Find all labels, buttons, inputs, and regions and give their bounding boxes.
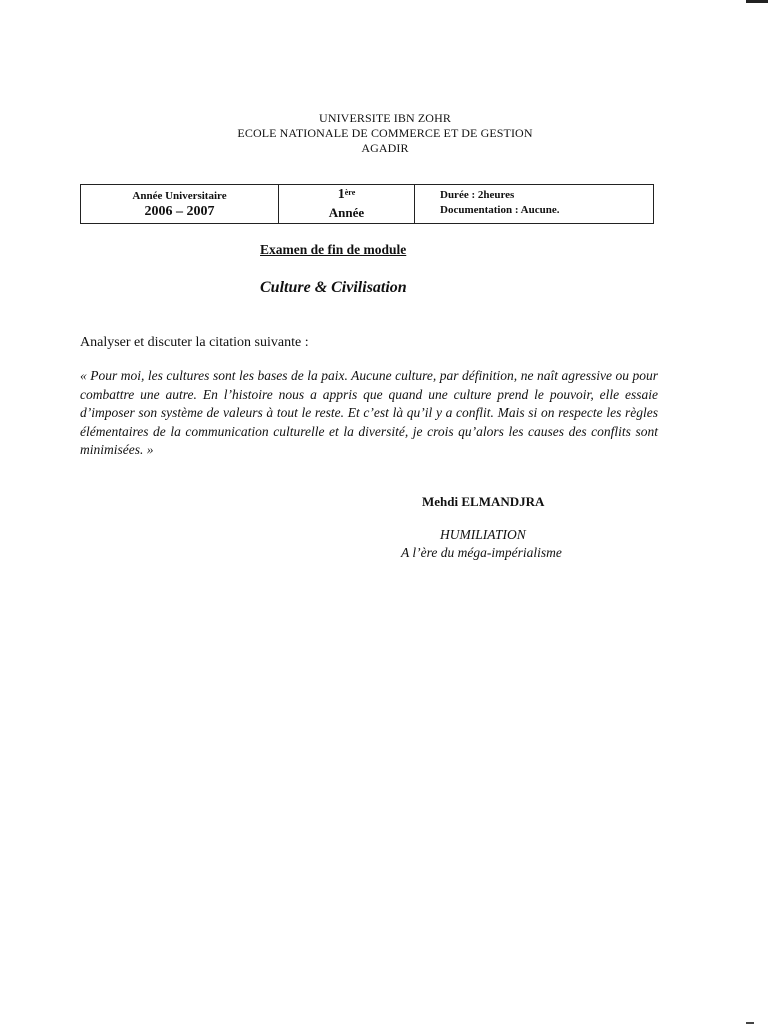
exam-title: Examen de fin de module [260,242,407,257]
exam-duration: Durée : 2heures [440,189,515,201]
subject-title: Culture & Civilisation [260,279,407,296]
academic-year-label: Année Universitaire [132,190,227,202]
duration-cell [415,185,653,223]
quote-author: Mehdi ELMANDJRA [422,494,545,509]
city-name: AGADIR [361,141,409,155]
institution-header [160,111,610,156]
level-number-line [279,186,414,204]
level-word: Année [328,205,365,220]
quotation-text: « Pour moi, les cultures sont les bases de la paix. Aucune culture, par définition, ne naît agressive ou pour combattre une autre. En l’histoire nous a appris que quand une culture prend le pouvoir, elle essaie d’imposer son système de valeurs à tout le reste. Et c’est là qu’il y a conflit. Mais si on respecte les règles élémentaires de la communication culturelle et la diversité, je crois qu’alors les causes des conflits sont minimisées. » [80,368,658,457]
book-title: HUMILIATION [440,527,526,542]
university-name: UNIVERSITE IBN ZOHR [319,111,451,125]
book-subtitle: A l’ère du méga-impérialisme [401,545,562,560]
school-name: ECOLE NATIONALE DE COMMERCE ET DE GESTION [237,126,533,140]
exam-info-table [80,184,654,224]
scan-edge-mark [746,0,768,3]
academic-year-cell [81,185,279,223]
level-number: 1 [337,187,345,202]
level-suffix: ère [344,188,356,197]
academic-year-value: 2006 – 2007 [144,204,215,219]
documentation-rule: Documentation : Aucune. [440,204,560,216]
exam-instruction: Analyser et discuter la citation suivante : [80,335,309,350]
level-cell [279,185,415,223]
